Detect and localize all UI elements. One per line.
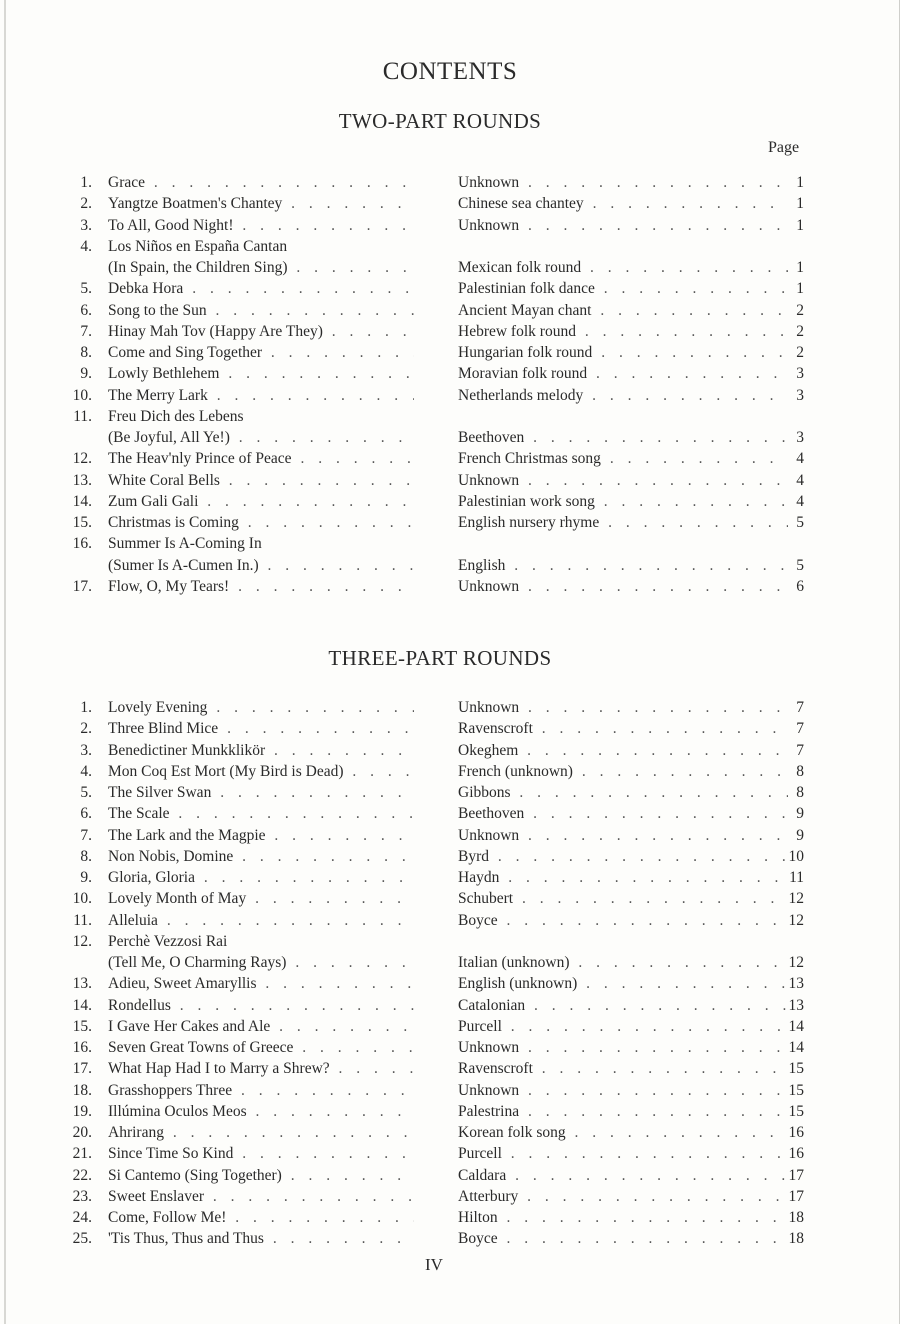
toc-source: Boyce . . .	[458, 1228, 788, 1249]
toc-row	[0, 1207, 900, 1228]
toc-song-title: (Sumer Is A-Cumen In.) . . .	[108, 555, 414, 576]
toc-song-title: Grace . . .	[108, 172, 414, 193]
toc-row	[0, 697, 900, 718]
toc-source: Unknown . . .	[458, 576, 788, 597]
toc-row	[0, 427, 900, 448]
toc-source: Boyce . . .	[458, 910, 788, 931]
toc-source: Unknown . . .	[458, 470, 788, 491]
toc-page-number: 3	[796, 365, 804, 383]
toc-page-number: 12	[788, 954, 804, 971]
toc-source: Okeghem . . .	[458, 740, 788, 761]
toc-number: 5.	[80, 784, 92, 801]
toc-song-title: Seven Great Towns of Greece . . .	[108, 1037, 414, 1058]
two-part-heading: TWO-PART ROUNDS	[338, 109, 542, 133]
toc-song-title: Freu Dich des Lebens	[108, 407, 244, 425]
toc-row	[0, 1186, 900, 1207]
toc-number: 17.	[72, 1060, 92, 1078]
toc-page-number: 14	[788, 1017, 804, 1035]
toc-row	[0, 406, 900, 427]
toc-song-title: Christmas is Coming . . .	[108, 512, 414, 533]
toc-song-title: Adieu, Sweet Amaryllis . . .	[108, 973, 414, 994]
toc-row	[0, 172, 900, 193]
toc-source: Purcell . . .	[458, 1016, 788, 1037]
toc-source: Unknown . . .	[458, 172, 788, 193]
toc-song-title: Si Cantemo (Sing Together) . . .	[108, 1165, 414, 1186]
toc-page-number: 1	[796, 259, 804, 276]
toc-row	[0, 278, 900, 299]
toc-source: Mexican folk round . . .	[458, 257, 788, 278]
toc-number: 5.	[80, 280, 92, 298]
toc-page-number: 7	[796, 720, 804, 738]
toc-page-number: 17	[788, 1187, 804, 1205]
toc-row	[0, 761, 900, 782]
toc-row	[0, 363, 900, 384]
toc-number: 14.	[72, 996, 92, 1014]
toc-page-number: 8	[796, 784, 804, 801]
toc-number: 15.	[72, 1017, 92, 1035]
toc-song-title: Song to the Sun . . .	[108, 300, 414, 321]
toc-number: 16.	[72, 1039, 92, 1056]
toc-number: 10.	[72, 386, 92, 404]
toc-page-number: 11	[789, 869, 804, 886]
toc-source: Beethoven . . .	[458, 427, 788, 448]
toc-song-title: The Merry Lark . . .	[108, 385, 414, 406]
toc-number: 17.	[72, 577, 92, 595]
toc-song-title: Since Time So Kind . . .	[108, 1143, 414, 1164]
toc-row	[0, 533, 900, 554]
toc-page-number: 5	[796, 514, 804, 531]
toc-number: 7.	[80, 826, 92, 844]
toc-row	[0, 385, 900, 406]
toc-song-title: To All, Good Night! . . .	[108, 215, 414, 236]
toc-number: 9.	[80, 365, 92, 383]
toc-source: Unknown . . .	[458, 1037, 788, 1058]
toc-row	[0, 1122, 900, 1143]
toc-row	[0, 931, 900, 952]
toc-row	[0, 740, 900, 761]
toc-number: 11.	[73, 911, 92, 929]
toc-number: 19.	[72, 1102, 92, 1120]
toc-row	[0, 825, 900, 846]
toc-number: 10.	[72, 890, 92, 908]
toc-source: Palestrina . . .	[458, 1101, 788, 1122]
toc-number: 16.	[72, 535, 92, 553]
toc-page-number: 5	[796, 556, 804, 574]
toc-page-number: 9	[796, 805, 804, 823]
toc-row	[0, 718, 900, 739]
toc-number: 1.	[80, 699, 92, 716]
toc-song-title: Perchè Vezzosi Rai	[108, 932, 228, 950]
toc-number: 1.	[80, 174, 92, 191]
toc-song-title: Los Niños en España Cantan	[108, 237, 288, 255]
toc-song-title: 'Tis Thus, Thus and Thus . . .	[108, 1228, 414, 1249]
toc-page-number: 12	[788, 890, 804, 908]
toc-source: Caldara . . .	[458, 1165, 788, 1186]
toc-page-number: 3	[796, 429, 804, 446]
toc-number: 3.	[80, 216, 92, 234]
toc-row	[0, 300, 900, 321]
toc-page-number: 1	[796, 195, 804, 213]
toc-source: Purcell . . .	[458, 1143, 788, 1164]
toc-source: English nursery rhyme . . .	[458, 512, 788, 533]
toc-song-title: Alleluia . . .	[108, 910, 414, 931]
toc-source: Chinese sea chantey . . .	[458, 193, 788, 214]
toc-row	[0, 1143, 900, 1164]
toc-page-number: 1	[796, 280, 804, 298]
toc-song-title: (In Spain, the Children Sing) . . .	[108, 257, 414, 278]
toc-source: Palestinian work song . . .	[458, 491, 788, 512]
toc-number: 8.	[80, 847, 92, 865]
toc-song-title: Come, Follow Me! . . .	[108, 1207, 414, 1228]
toc-source: Ancient Mayan chant . . .	[458, 300, 788, 321]
toc-row	[0, 257, 900, 278]
toc-source: Haydn . . .	[458, 867, 788, 888]
toc-source: Netherlands melody . . .	[458, 385, 788, 406]
toc-source: Unknown . . .	[458, 697, 788, 718]
toc-song-title: Benedictiner Munkklikör . . .	[108, 740, 414, 761]
toc-page-number: 9	[796, 826, 804, 844]
toc-number: 4.	[80, 762, 92, 780]
toc-source: Byrd . . .	[458, 846, 788, 867]
toc-number: 9.	[80, 869, 92, 886]
toc-number: 22.	[72, 1166, 92, 1184]
toc-song-title: Grasshoppers Three . . .	[108, 1080, 414, 1101]
toc-song-title: Summer Is A-Coming In	[108, 535, 262, 553]
toc-number: 11.	[73, 407, 92, 425]
toc-source: Hebrew folk round . . .	[458, 321, 788, 342]
toc-source: English . . .	[458, 555, 788, 576]
toc-song-title: White Coral Bells . . .	[108, 470, 414, 491]
toc-row	[0, 321, 900, 342]
toc-source: Unknown . . .	[458, 1080, 788, 1101]
toc-page-number: 12	[788, 911, 804, 929]
toc-page-number: 4	[796, 492, 804, 510]
toc-row	[0, 342, 900, 363]
toc-song-title: What Hap Had I to Marry a Shrew? . . .	[108, 1058, 414, 1079]
toc-number: 20.	[72, 1124, 92, 1141]
toc-source: Beethoven . . .	[458, 803, 788, 824]
toc-source: Ravenscroft . . .	[458, 718, 788, 739]
toc-page-number: 15	[788, 1102, 804, 1120]
toc-song-title: Lowly Bethlehem . . .	[108, 363, 414, 384]
toc-row	[0, 910, 900, 931]
toc-page-number: 16	[788, 1145, 804, 1163]
three-part-heading: THREE-PART ROUNDS	[328, 646, 552, 670]
toc-source: Korean folk song . . .	[458, 1122, 788, 1143]
toc-song-title: The Lark and the Magpie . . .	[108, 825, 414, 846]
toc-number: 8.	[80, 344, 92, 361]
toc-row	[0, 803, 900, 824]
toc-song-title: Gloria, Gloria . . .	[108, 867, 414, 888]
toc-page-number: 1	[796, 216, 804, 234]
toc-row	[0, 888, 900, 909]
toc-number: 6.	[80, 805, 92, 823]
toc-page-number: 13	[788, 975, 804, 993]
toc-source: French Christmas song . . .	[458, 448, 788, 469]
page-number-footer: IV	[425, 1255, 443, 1274]
toc-song-title: Lovely Month of May . . .	[108, 888, 414, 909]
toc-row	[0, 1101, 900, 1122]
toc-number: 18.	[72, 1081, 92, 1099]
toc-page-number: 4	[796, 471, 804, 489]
toc-number: 12.	[72, 932, 92, 950]
toc-page-number: 18	[788, 1230, 804, 1248]
toc-source: English (unknown) . . .	[458, 973, 788, 994]
toc-song-title: Lovely Evening . . .	[108, 697, 414, 718]
toc-row	[0, 215, 900, 236]
toc-row	[0, 448, 900, 469]
toc-page-number: 2	[796, 344, 804, 361]
toc-row	[0, 1228, 900, 1249]
toc-source: Catalonian . . .	[458, 995, 788, 1016]
toc-page-number: 17	[788, 1166, 804, 1184]
toc-number: 2.	[80, 720, 92, 738]
toc-page-number: 14	[788, 1039, 804, 1056]
toc-source: Ravenscroft . . .	[458, 1058, 788, 1079]
toc-row	[0, 1016, 900, 1037]
toc-source: Schubert . . .	[458, 888, 788, 909]
toc-song-title: Sweet Enslaver . . .	[108, 1186, 414, 1207]
toc-number: 21.	[72, 1145, 92, 1163]
toc-page-number: 7	[796, 699, 804, 716]
toc-song-title: Come and Sing Together . . .	[108, 342, 414, 363]
toc-song-title: Mon Coq Est Mort (My Bird is Dead) . . .	[108, 761, 414, 782]
toc-number: 4.	[80, 237, 92, 255]
toc-page-number: 13	[788, 996, 804, 1014]
toc-song-title: Flow, O, My Tears! . . .	[108, 576, 414, 597]
toc-row	[0, 236, 900, 257]
toc-source: Unknown . . .	[458, 215, 788, 236]
toc-source: Atterbury . . .	[458, 1186, 788, 1207]
toc-number: 3.	[80, 741, 92, 759]
page-column-label: Page	[768, 139, 800, 156]
toc-source: Unknown . . .	[458, 825, 788, 846]
toc-song-title: Yangtze Boatmen's Chantey . . .	[108, 193, 414, 214]
toc-page-number: 6	[796, 577, 804, 595]
toc-row	[0, 512, 900, 533]
toc-song-title: (Be Joyful, All Ye!) . . .	[108, 427, 414, 448]
toc-page-number: 3	[796, 386, 804, 404]
toc-row	[0, 1080, 900, 1101]
toc-number: 25.	[72, 1230, 92, 1248]
toc-source: Gibbons . . .	[458, 782, 788, 803]
toc-page-number: 4	[796, 450, 804, 468]
toc-number: 7.	[80, 322, 92, 340]
toc-number: 24.	[72, 1209, 92, 1226]
toc-source: Palestinian folk dance . . .	[458, 278, 788, 299]
toc-number: 14.	[72, 492, 92, 510]
toc-page-number: 15	[788, 1060, 804, 1078]
toc-song-title: Illúmina Oculos Meos . . .	[108, 1101, 414, 1122]
toc-page-number: 15	[788, 1081, 804, 1099]
toc-page-number: 8	[796, 762, 804, 780]
toc-row	[0, 193, 900, 214]
toc-song-title: Three Blind Mice . . .	[108, 718, 414, 739]
toc-page-number: 2	[796, 322, 804, 340]
toc-row	[0, 576, 900, 597]
toc-row	[0, 491, 900, 512]
toc-number: 15.	[72, 514, 92, 531]
toc-song-title: I Gave Her Cakes and Ale . . .	[108, 1016, 414, 1037]
toc-number: 6.	[80, 301, 92, 319]
toc-page-number: 16	[788, 1124, 804, 1141]
toc-song-title: Rondellus . . .	[108, 995, 414, 1016]
toc-song-title: The Heav'nly Prince of Peace . . .	[108, 448, 414, 469]
toc-row	[0, 1037, 900, 1058]
toc-song-title: The Silver Swan . . .	[108, 782, 414, 803]
toc-source: Moravian folk round . . .	[458, 363, 788, 384]
toc-page-number: 18	[788, 1209, 804, 1226]
toc-song-title: Ahrirang . . .	[108, 1122, 414, 1143]
toc-row	[0, 973, 900, 994]
toc-song-title: Hinay Mah Tov (Happy Are They) . . .	[108, 321, 414, 342]
toc-song-title: Debka Hora . . .	[108, 278, 414, 299]
toc-song-title: (Tell Me, O Charming Rays) . . .	[108, 952, 414, 973]
toc-row	[0, 867, 900, 888]
toc-row	[0, 470, 900, 491]
toc-page-number: 2	[796, 301, 804, 319]
toc-source: French (unknown) . . .	[458, 761, 788, 782]
toc-row	[0, 846, 900, 867]
toc-row	[0, 1165, 900, 1186]
toc-page-number: 10	[788, 847, 804, 865]
toc-song-title: The Scale . . .	[108, 803, 414, 824]
toc-number: 12.	[72, 450, 92, 468]
toc-number: 2.	[80, 195, 92, 213]
toc-row	[0, 782, 900, 803]
toc-number: 13.	[72, 975, 92, 993]
page-title: CONTENTS	[382, 58, 518, 85]
toc-source: Hungarian folk round . . .	[458, 342, 788, 363]
toc-row	[0, 555, 900, 576]
toc-song-title: Non Nobis, Domine . . .	[108, 846, 414, 867]
toc-page-number: 7	[796, 741, 804, 759]
toc-number: 23.	[72, 1187, 92, 1205]
toc-row	[0, 995, 900, 1016]
toc-page-number: 1	[796, 174, 804, 191]
toc-song-title: Zum Gali Gali . . .	[108, 491, 414, 512]
toc-number: 13.	[72, 471, 92, 489]
toc-row	[0, 952, 900, 973]
toc-source: Italian (unknown) . . .	[458, 952, 788, 973]
toc-row	[0, 1058, 900, 1079]
toc-source: Hilton . . .	[458, 1207, 788, 1228]
